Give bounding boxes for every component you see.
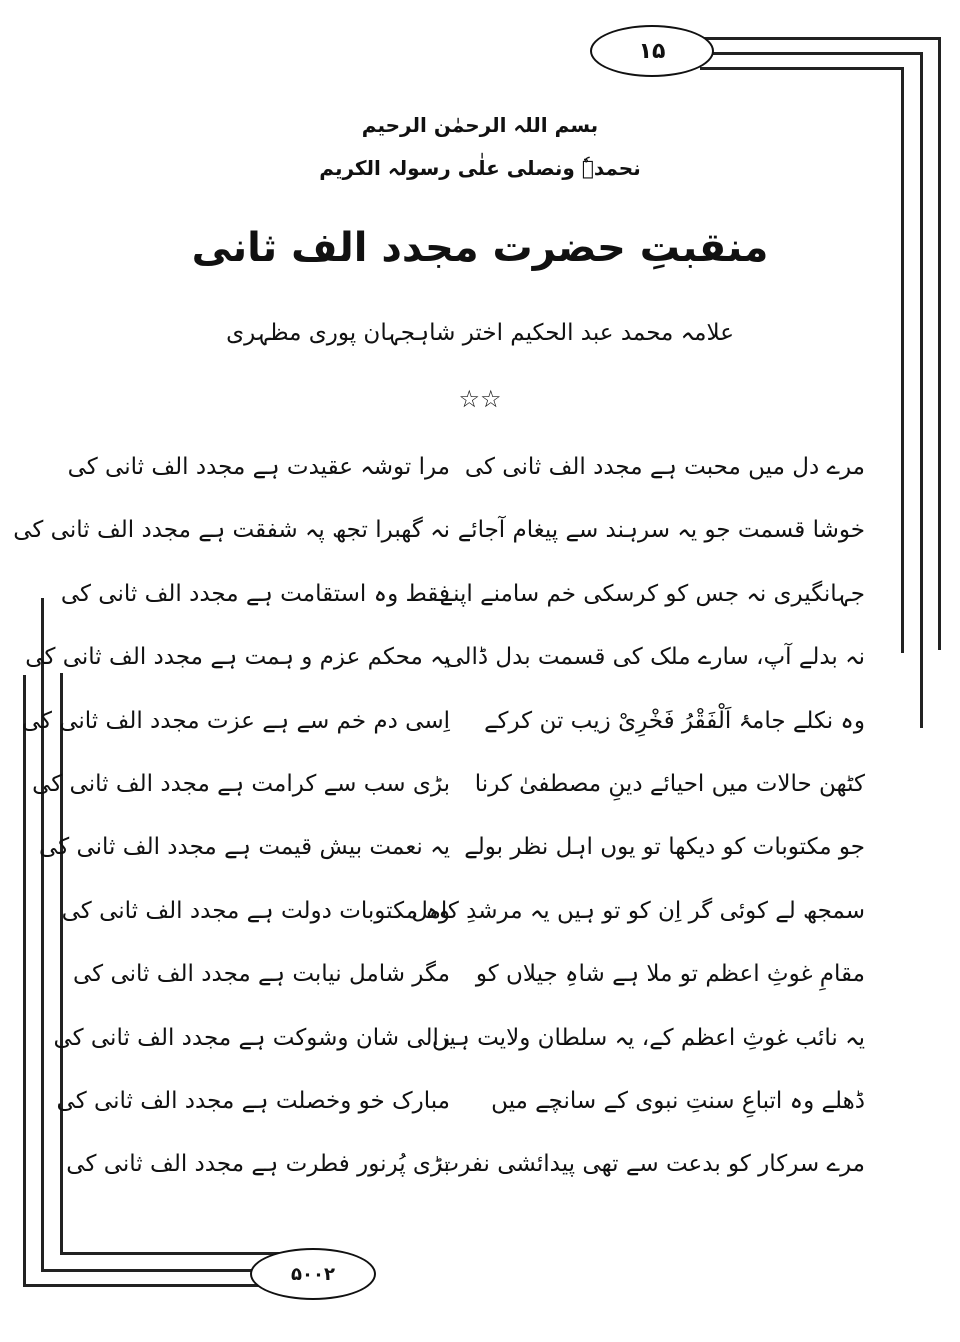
verse-first-line: مقامِ غوثِ اعظم تو ملا ہے شاہِ جیلاں کو bbox=[475, 961, 865, 988]
verse-first-line: جہانگیری نہ جس کو کرسکی خم سامنے اپنے bbox=[439, 580, 865, 607]
verse-second-line: فقط وہ استقامت ہے مجدد الف ثانی کی bbox=[60, 580, 450, 607]
verse-first-line: ڈھلے وہ اتباعِ سنتِ نبوی کے سانچے میں bbox=[491, 1088, 865, 1114]
verse-first-line: مرے سرکار کو بدعت سے تھی پیدائشی نفرت bbox=[437, 1151, 865, 1178]
salutation: نحمدہٗ ونصلی علٰی رسولہ الکریم bbox=[319, 156, 641, 180]
frame-line bbox=[938, 37, 941, 650]
verse-first-line: یہ نائب غوثِ اعظم کے، یہ سلطان ولایت ہیں bbox=[431, 1024, 865, 1051]
frame-line bbox=[60, 673, 63, 1255]
verse-second-line: بڑی سب سے کرامت ہے مجدد الف ثانی کی bbox=[32, 771, 450, 797]
frame-line bbox=[901, 67, 904, 653]
frame-line bbox=[700, 67, 904, 70]
page-number-top: ۱۵ bbox=[590, 25, 714, 77]
bismillah: بسم اللہ الرحمٰن الرحیم bbox=[361, 113, 599, 137]
author: علامہ محمد عبد الحکیم اختر شاہجہان پوری مظہری bbox=[226, 320, 734, 346]
verse-first-line: کٹھن حالات میں احیائے دینِ مصطفیٰ کرنا bbox=[474, 771, 865, 797]
verse-second-line: زالی شان وشوکت ہے مجدد الف ثانی کی bbox=[53, 1024, 450, 1051]
frame-line bbox=[41, 1269, 261, 1272]
verse-second-line: نہ گھبرا تجھ پہ شفقت ہے مجدد الف ثانی کی bbox=[13, 517, 450, 544]
verse-first-line: جو مکتوبات کو دیکھا تو یوں اہل نظر بولے bbox=[464, 834, 865, 861]
frame-line bbox=[23, 675, 26, 1287]
verse-second-line: بڑی پُرنور فطرت ہے مجدد الف ثانی کی bbox=[66, 1151, 450, 1178]
verse-second-line: یہ محکم عزم و ہمت ہے مجدد الف ثانی کی bbox=[25, 644, 450, 671]
verse-first-line: وہ نکلے جامۂ اَلْفَقْرُ فَخْرِیْ زیب تن کرکے bbox=[484, 707, 865, 734]
verse-second-line: مگر شامل نیابت ہے مجدد الف ثانی کی bbox=[73, 961, 450, 988]
verse-first-line: مرے دل میں محبت ہے مجدد الف ثانی کی bbox=[464, 454, 865, 480]
verse-second-line: یہ نعمت بیش قیمت ہے مجدد الف ثانی کی bbox=[39, 834, 450, 861]
verse-second-line: مبارک خو وخصلت ہے مجدد الف ثانی کی bbox=[56, 1088, 450, 1114]
star-ornament: ☆☆ bbox=[458, 385, 502, 413]
page-number-bottom: ۵۰۰۲ bbox=[250, 1248, 376, 1300]
page-title: منقبتِ حضرت مجدد الف ثانی bbox=[191, 225, 769, 271]
frame-line bbox=[41, 598, 44, 1272]
frame-line bbox=[700, 52, 923, 55]
frame-line bbox=[700, 37, 941, 40]
verse-second-line: اِسی دم خم سے ہے عزت مجدد الف ثانی کی bbox=[21, 707, 450, 734]
verse-second-line: وہ مکتوبات دولت ہے مجدد الف ثانی کی bbox=[61, 897, 450, 924]
verse-first-line: خوشا قسمت جو یہ سرہند سے پیغام آجائے bbox=[457, 517, 865, 544]
verse-first-line: سمجھ لے کوئی گر اِن کو تو ہیں یہ مرشدِ کامل bbox=[411, 897, 865, 924]
verse-second-line: مرا توشہ عقیدت ہے مجدد الف ثانی کی bbox=[67, 454, 450, 480]
frame-line bbox=[23, 1284, 263, 1287]
frame-line bbox=[920, 52, 923, 728]
verse-first-line: نہ بدلے آپ، سارے ملک کی قسمت بدل ڈالی bbox=[445, 644, 865, 671]
frame-line bbox=[60, 1252, 280, 1255]
